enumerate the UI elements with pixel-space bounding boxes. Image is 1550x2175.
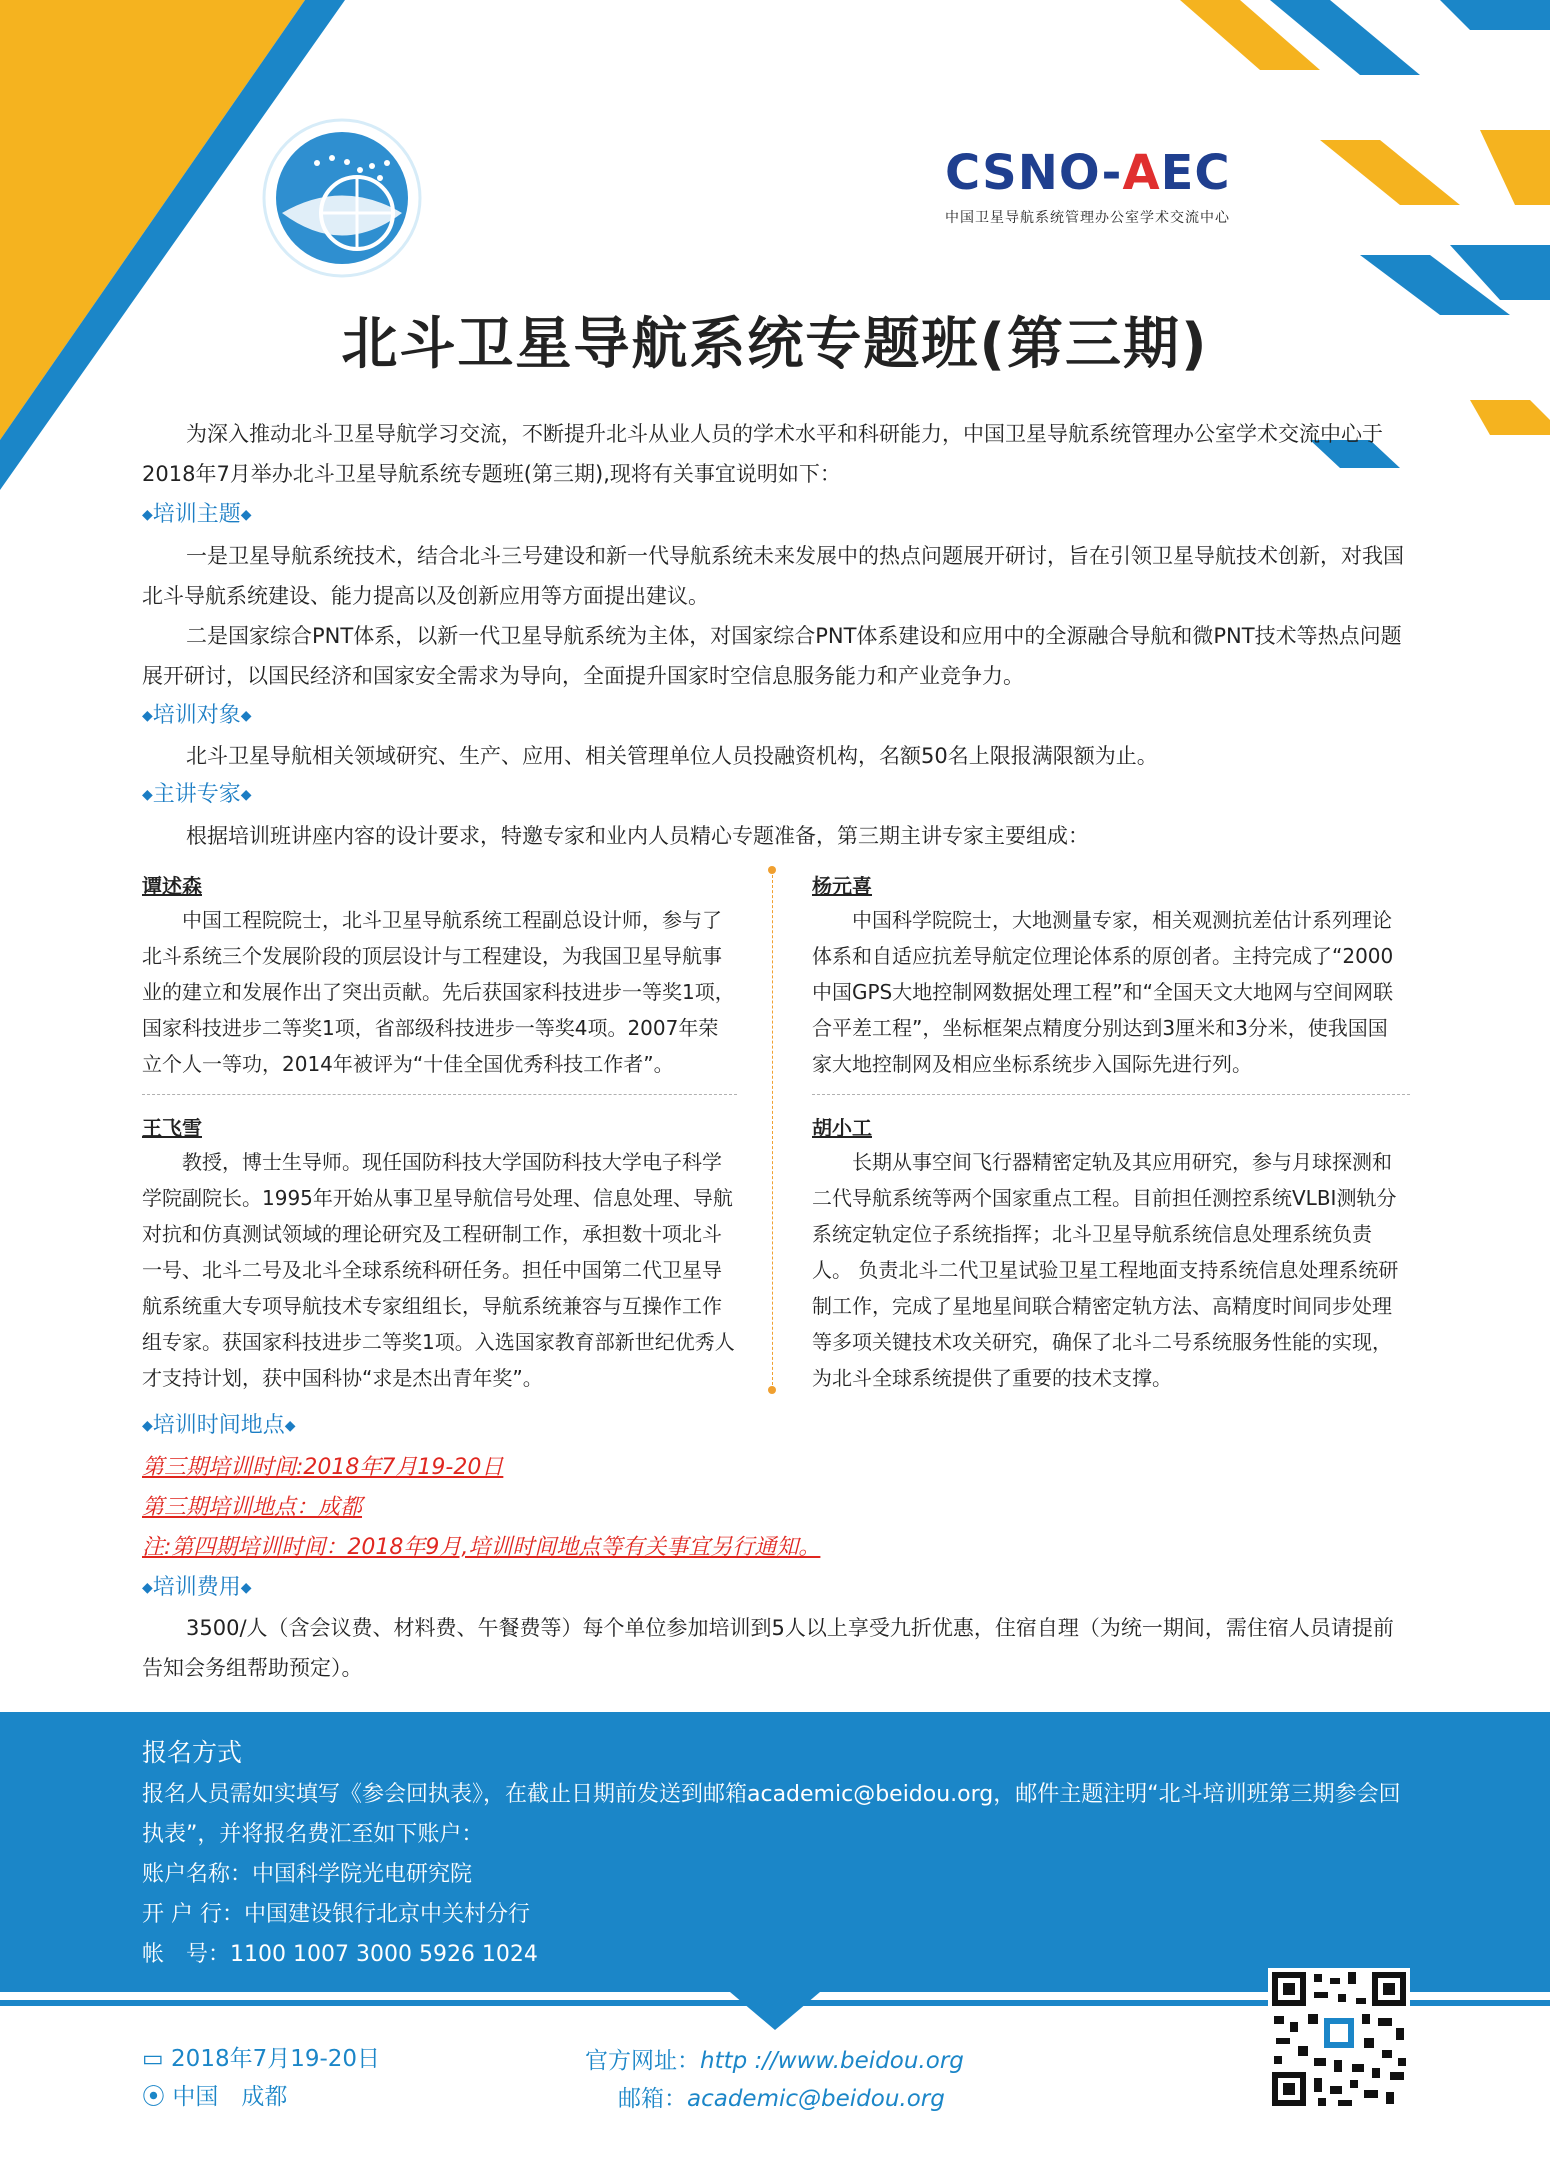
expert-name: 王飞雪 (142, 1116, 202, 1140)
corner-orange-bar-3 (1480, 130, 1550, 205)
csno-aec-wordmark: CSNO-AEC (945, 145, 1231, 201)
divider-dot (768, 866, 776, 874)
expert-bio: 长期从事空间飞行器精密定轨及其应用研究，参与月球探测和二代导航系统等两个国家重点工程。目前担任测控系统VLBI测轨分系统定轨定位子系统指挥；北斗卫星导航系统信息处理系统负责人。 负责北斗二代卫星试验卫星工程地面支持系统信息处理系统研制工作，完成了星地星间联合精密定轨方法、高精度时间同步处理等多项关键技术攻关研究，确保了北斗二号系统服务性能的实现，为北斗全球系统提供了重要的技术支撑。 (812, 1150, 1399, 1390)
beidou-logo (262, 118, 422, 278)
diamond-icon: ◆ (142, 1418, 153, 1434)
diamond-icon: ◆ (240, 507, 252, 523)
expert-separator (142, 1094, 737, 1095)
section-heading-timeplace: ◆培训时间地点◆ (142, 1413, 296, 1438)
section-heading-fee: ◆培训费用◆ (142, 1575, 252, 1600)
corner-orange-bar-2 (1320, 140, 1460, 205)
footer-email: 邮箱：academic@beidou.org (618, 2086, 945, 2112)
fee-paragraph: 3500/人（含会议费、材料费、午餐费等）每个单位参加培训到5人以上享受九折优惠，住宿自理（为统一期间，需住宿人员请提前告知会务组帮助预定）。 (142, 1616, 1394, 1680)
expert-bio: 中国工程院院士，北斗卫星导航系统工程副总设计师，参与了北斗系统三个发展阶段的顶层设计与工程建设，为我国卫星导航事业的建立和发展作出了突出贡献。先后获国家科技进步一等奖1项，国家科技进步二等奖1项，省部级科技进步一等奖4项。2007年荣立个人一等功，2014年被评为“十佳全国优秀科技工作者”。 (142, 908, 735, 1076)
website-link[interactable]: http ://www.beidou.org (700, 2048, 964, 2074)
section-heading-audience: ◆培训对象◆ (142, 703, 252, 728)
footer-arrow (730, 1992, 820, 2030)
qr-code-icon (1268, 1968, 1410, 2110)
page-title: 北斗卫星导航系统专题班(第三期) (341, 312, 1209, 377)
registration-title: 报名方式 (142, 1738, 243, 1767)
intro-paragraph: 为深入推动北斗卫星导航学习交流，不断提升北斗从业人员的学术水平和科研能力，中国卫星导航系统管理办公室学术交流中心于2018年7月举办北斗卫星导航系统专题班(第三期),现将有关事宜说明如下： (142, 422, 1383, 486)
csno-aec-logo (945, 145, 1235, 235)
divider-dot (768, 1386, 776, 1394)
expert-separator (812, 1094, 1410, 1095)
account-number: 帐 号：1100 1007 3000 5926 1024 (142, 1942, 538, 1967)
diamond-icon: ◆ (142, 787, 153, 803)
diamond-icon: ◆ (240, 787, 252, 803)
email-link[interactable]: academic@beidou.org (687, 2086, 945, 2112)
expert-card (142, 870, 737, 1082)
theme-paragraph-1: 一是卫星导航系统技术，结合北斗三号建设和新一代导航系统未来发展中的热点问题展开研讨，旨在引领卫星导航技术创新，对我国北斗导航系统建设、能力提高以及创新应用等方面提出建议。 (142, 544, 1404, 608)
audience-paragraph: 北斗卫星导航相关领域研究、生产、应用、相关管理单位人员投融资机构，名额50名上限报满限额为止。 (186, 744, 1158, 768)
expert-card (812, 1112, 1407, 1396)
experts-intro: 根据培训班讲座内容的设计要求，特邀专家和业内人员精心专题准备，第三期主讲专家主要组成： (186, 824, 1089, 848)
corner-orange-bar-4 (1470, 400, 1550, 435)
section-heading-theme: ◆培训主题◆ (142, 502, 252, 527)
footer-website: 官方网址：http ://www.beidou.org (585, 2048, 964, 2074)
expert-bio: 教授，博士生导师。现任国防科技大学国防科技大学电子科学学院副院长。1995年开始从事卫星导航信号处理、信息处理、导航对抗和仿真测试领域的理论研究及工程研制工作，承担数十项北斗一号、北斗二号及北斗全球系统科研任务。担任中国第二代卫星导航系统重大专项导航技术专家组组长，导航系统兼容与互操作工作组专家。获国家科技进步二等奖1项。入选国家教育部新世纪优秀人才支持计划，获中国科协“求是杰出青年奖”。 (142, 1150, 735, 1390)
registration-instructions: 报名人员需如实填写《参会回执表》，在截止日期前发送到邮箱academic@beidou.org，邮件主题注明“北斗培训班第三期参会回执表”，并将报名费汇至如下账户： (142, 1782, 1401, 1847)
diamond-icon: ◆ (142, 708, 153, 724)
diamond-icon: ◆ (284, 1418, 296, 1434)
expert-card (142, 1112, 737, 1396)
calendar-icon: ▭ (142, 2046, 164, 2072)
theme-paragraph-2: 二是国家综合PNT体系，以新一代卫星导航系统为主体，对国家综合PNT体系建设和应用中的全源融合导航和微PNT技术等热点问题展开研讨，以国民经济和国家安全需求为导向，全面提升国家时空信息服务能力和产业竞争力。 (142, 624, 1402, 688)
corner-blue-bar-2 (1440, 0, 1550, 30)
expert-bio: 中国科学院院士，大地测量专家，相关观测抗差估计系列理论体系和自适应抗差导航定位理论体系的原创者。主持完成了“2000中国GPS大地控制网数据处理工程”和“全国天文大地网与空间网联合平差工程”，坐标框架点精度分别达到3厘米和3分米，使我国国家大地控制网及相应坐标系统步入国际先进行列。 (812, 908, 1394, 1076)
experts-divider-vertical (772, 870, 773, 1390)
expert-card (812, 870, 1407, 1082)
next-session-note: 注:第四期培训时间：2018年9月,培训时间地点等有关事宜另行通知。 (142, 1535, 821, 1560)
beidou-emblem-icon (262, 118, 422, 278)
csno-aec-subtitle: 中国卫星导航系统管理办公室学术交流中心 (945, 210, 1230, 226)
footer-date: ▭ 2018年7月19-20日 (142, 2046, 381, 2072)
account-name: 账户名称：中国科学院光电研究院 (142, 1862, 473, 1887)
section-heading-experts: ◆主讲专家◆ (142, 782, 252, 807)
diamond-icon: ◆ (240, 1580, 252, 1596)
diamond-icon: ◆ (240, 708, 252, 724)
diamond-icon: ◆ (142, 1580, 153, 1596)
bank-name: 开 户 行：中国建设银行北京中关村分行 (142, 1902, 530, 1927)
training-date: 第三期培训时间:2018年7月19-20日 (142, 1455, 504, 1480)
location-pin-icon: ⦿ (142, 2084, 165, 2110)
expert-name: 杨元喜 (812, 874, 872, 898)
expert-name: 谭述森 (142, 874, 202, 898)
expert-name: 胡小工 (812, 1116, 872, 1140)
diamond-icon: ◆ (142, 507, 153, 523)
footer-location: ⦿ 中国 成都 (142, 2084, 288, 2110)
training-location: 第三期培训地点：成都 (142, 1495, 363, 1520)
